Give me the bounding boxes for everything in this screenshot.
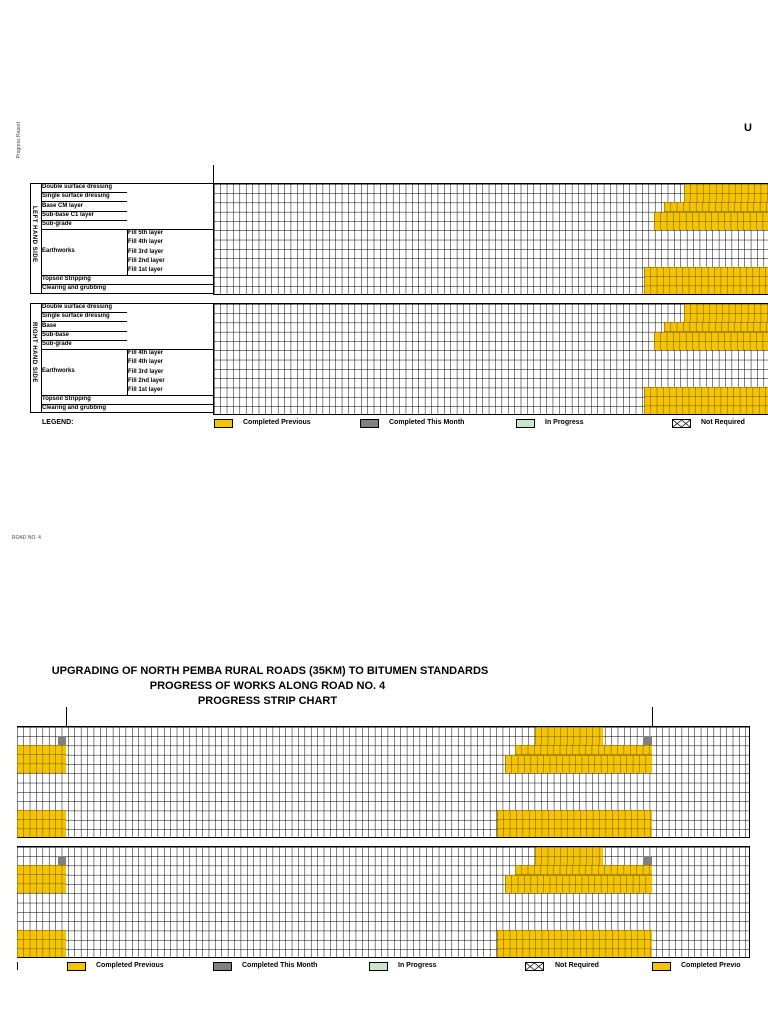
legend-title: LEGEND: <box>42 419 74 426</box>
not-required-cross-icon <box>673 420 690 427</box>
progress-report-caption: Progress Report <box>16 122 22 159</box>
lhs-completed-block <box>664 202 768 212</box>
page-title-fragment: U <box>744 122 752 134</box>
rhs-completed-block <box>654 332 768 350</box>
legend-swatch-in-progress <box>516 419 535 428</box>
rhs-fill-layer-label: Fill 4th layer <box>128 359 164 366</box>
rhs-row-label: Sub-grade <box>42 341 72 348</box>
lower-this-month-block <box>58 856 66 865</box>
legend-in-progress: In Progress <box>545 419 584 426</box>
not-required-cross-icon <box>526 963 543 970</box>
rhs-fill-layer-label: Fill 3rd layer <box>128 368 164 375</box>
legend-completed-previous: Completed Previous <box>243 419 311 426</box>
upper-this-month-block <box>643 736 652 745</box>
legend-completed-this-month: Completed This Month <box>389 419 465 426</box>
rhs-fill-layer-label: Fill 2nd layer <box>128 377 165 384</box>
page-footer-road: ROAD NO. 4 <box>12 535 41 541</box>
lower-completed-block <box>535 847 603 865</box>
legend2-in-progress: In Progress <box>398 962 437 969</box>
lower-completed-block <box>497 930 652 957</box>
chart-title-line3: PROGRESS STRIP CHART <box>197 695 338 707</box>
lhs-row-label: Single surface dressing <box>42 193 110 200</box>
upper-completed-block <box>17 810 66 837</box>
rhs-row-sep <box>41 312 127 313</box>
lhs-progress-grid <box>213 183 768 295</box>
chainage-tick-right <box>652 707 653 727</box>
rhs-fill-layers <box>128 349 212 395</box>
rhs-row-label: Base <box>42 322 57 329</box>
rhs-side-label: RIGHT HAND SIDE <box>31 322 37 383</box>
lhs-completed-block <box>654 212 768 230</box>
lhs-fill-layer-label: Fill 1st layer <box>128 267 163 274</box>
rhs-row-sep <box>41 321 127 322</box>
legend2-swatch-completed-this-month <box>213 962 232 971</box>
rhs-row-sep <box>41 331 127 332</box>
rhs-row-label: Single surface dressing <box>42 313 110 320</box>
legend2-completed-this-month: Completed This Month <box>242 962 318 969</box>
legend2-completed-previous-2: Completed Previo <box>681 962 741 969</box>
legend2-swatch-not-required <box>525 962 544 971</box>
legend2-completed-previous: Completed Previous <box>96 962 164 969</box>
lhs-row-label: Sub-base C1 layer <box>42 211 95 218</box>
rhs-completed-block <box>664 322 768 332</box>
rhs-row-label: Sub-base <box>42 331 70 338</box>
lhs-fill-layers <box>128 229 212 275</box>
rhs-fill-layer-label: Fill 4th layer <box>128 350 164 356</box>
rhs-row-sep <box>41 340 127 341</box>
upper-this-month-block <box>58 736 66 745</box>
lhs-row-label: Double surface dressing <box>42 184 113 190</box>
lhs-row-sep <box>41 211 127 212</box>
upper-progress-grid <box>17 726 750 838</box>
rhs-fill-layer-label: Fill 1st layer <box>128 387 163 394</box>
legend2-not-required: Not Required <box>555 962 599 969</box>
rhs-earthworks-label: Earthworks <box>42 368 75 374</box>
chart-title-line1: UPGRADING OF NORTH PEMBA RURAL ROADS (35KM) TO BITUMEN STANDARDS <box>51 665 489 677</box>
rhs-clearing-label: Clearing and grubbing <box>42 405 106 411</box>
lhs-fill-layer-label: Fill 5th layer <box>128 230 164 236</box>
lhs-clearing-label: Clearing and grubbing <box>42 285 106 291</box>
lhs-fill-layer-label: Fill 3rd layer <box>128 248 164 255</box>
lhs-topsoil-label: Topsoil Stripping <box>42 276 91 282</box>
legend-not-required: Not Required <box>701 419 745 426</box>
lhs-row-label: Base CM layer <box>42 202 84 209</box>
lower-completed-block <box>17 930 66 957</box>
upper-completed-block <box>505 755 652 773</box>
lhs-row-labels <box>42 183 212 229</box>
rhs-row-label: Double surface dressing <box>42 304 113 310</box>
lhs-row-sep <box>41 201 127 202</box>
header-tick <box>213 165 214 184</box>
legend2-swatch-completed-previous-2 <box>652 962 671 971</box>
legend-swatch-completed-previous <box>214 419 233 428</box>
lhs-side-label: LEFT HAND SIDE <box>31 206 37 263</box>
rhs-progress-grid <box>213 303 768 415</box>
legend-swatch-not-required <box>672 419 691 428</box>
rhs-completed-block <box>644 387 768 414</box>
upper-completed-block <box>497 810 652 837</box>
legend2-swatch-completed-previous <box>67 962 86 971</box>
legend-left-mark <box>17 962 18 970</box>
lower-this-month-block <box>643 856 652 865</box>
lower-completed-block <box>505 875 652 893</box>
rhs-topsoil-label: Topsoil Stripping <box>42 396 91 402</box>
upper-completed-block <box>535 727 603 745</box>
lhs-fill-layer-label: Fill 4th layer <box>128 239 164 246</box>
lhs-row-sep <box>41 220 127 221</box>
lower-completed-block <box>17 865 66 893</box>
chainage-tick-left <box>66 707 67 727</box>
lhs-row-sep <box>41 192 127 193</box>
upper-completed-block <box>17 745 66 773</box>
lhs-fill-layer-label: Fill 2nd layer <box>128 257 165 264</box>
chart-title-line2: PROGRESS OF WORKS ALONG ROAD NO. 4 <box>149 680 386 692</box>
lower-progress-grid <box>17 846 750 958</box>
lhs-row-label: Sub-grade <box>42 221 72 228</box>
lhs-completed-block <box>644 267 768 294</box>
legend2-swatch-in-progress <box>369 962 388 971</box>
rhs-row-labels <box>42 303 212 349</box>
legend-swatch-completed-this-month <box>360 419 379 428</box>
lhs-earthworks-label: Earthworks <box>42 248 75 254</box>
